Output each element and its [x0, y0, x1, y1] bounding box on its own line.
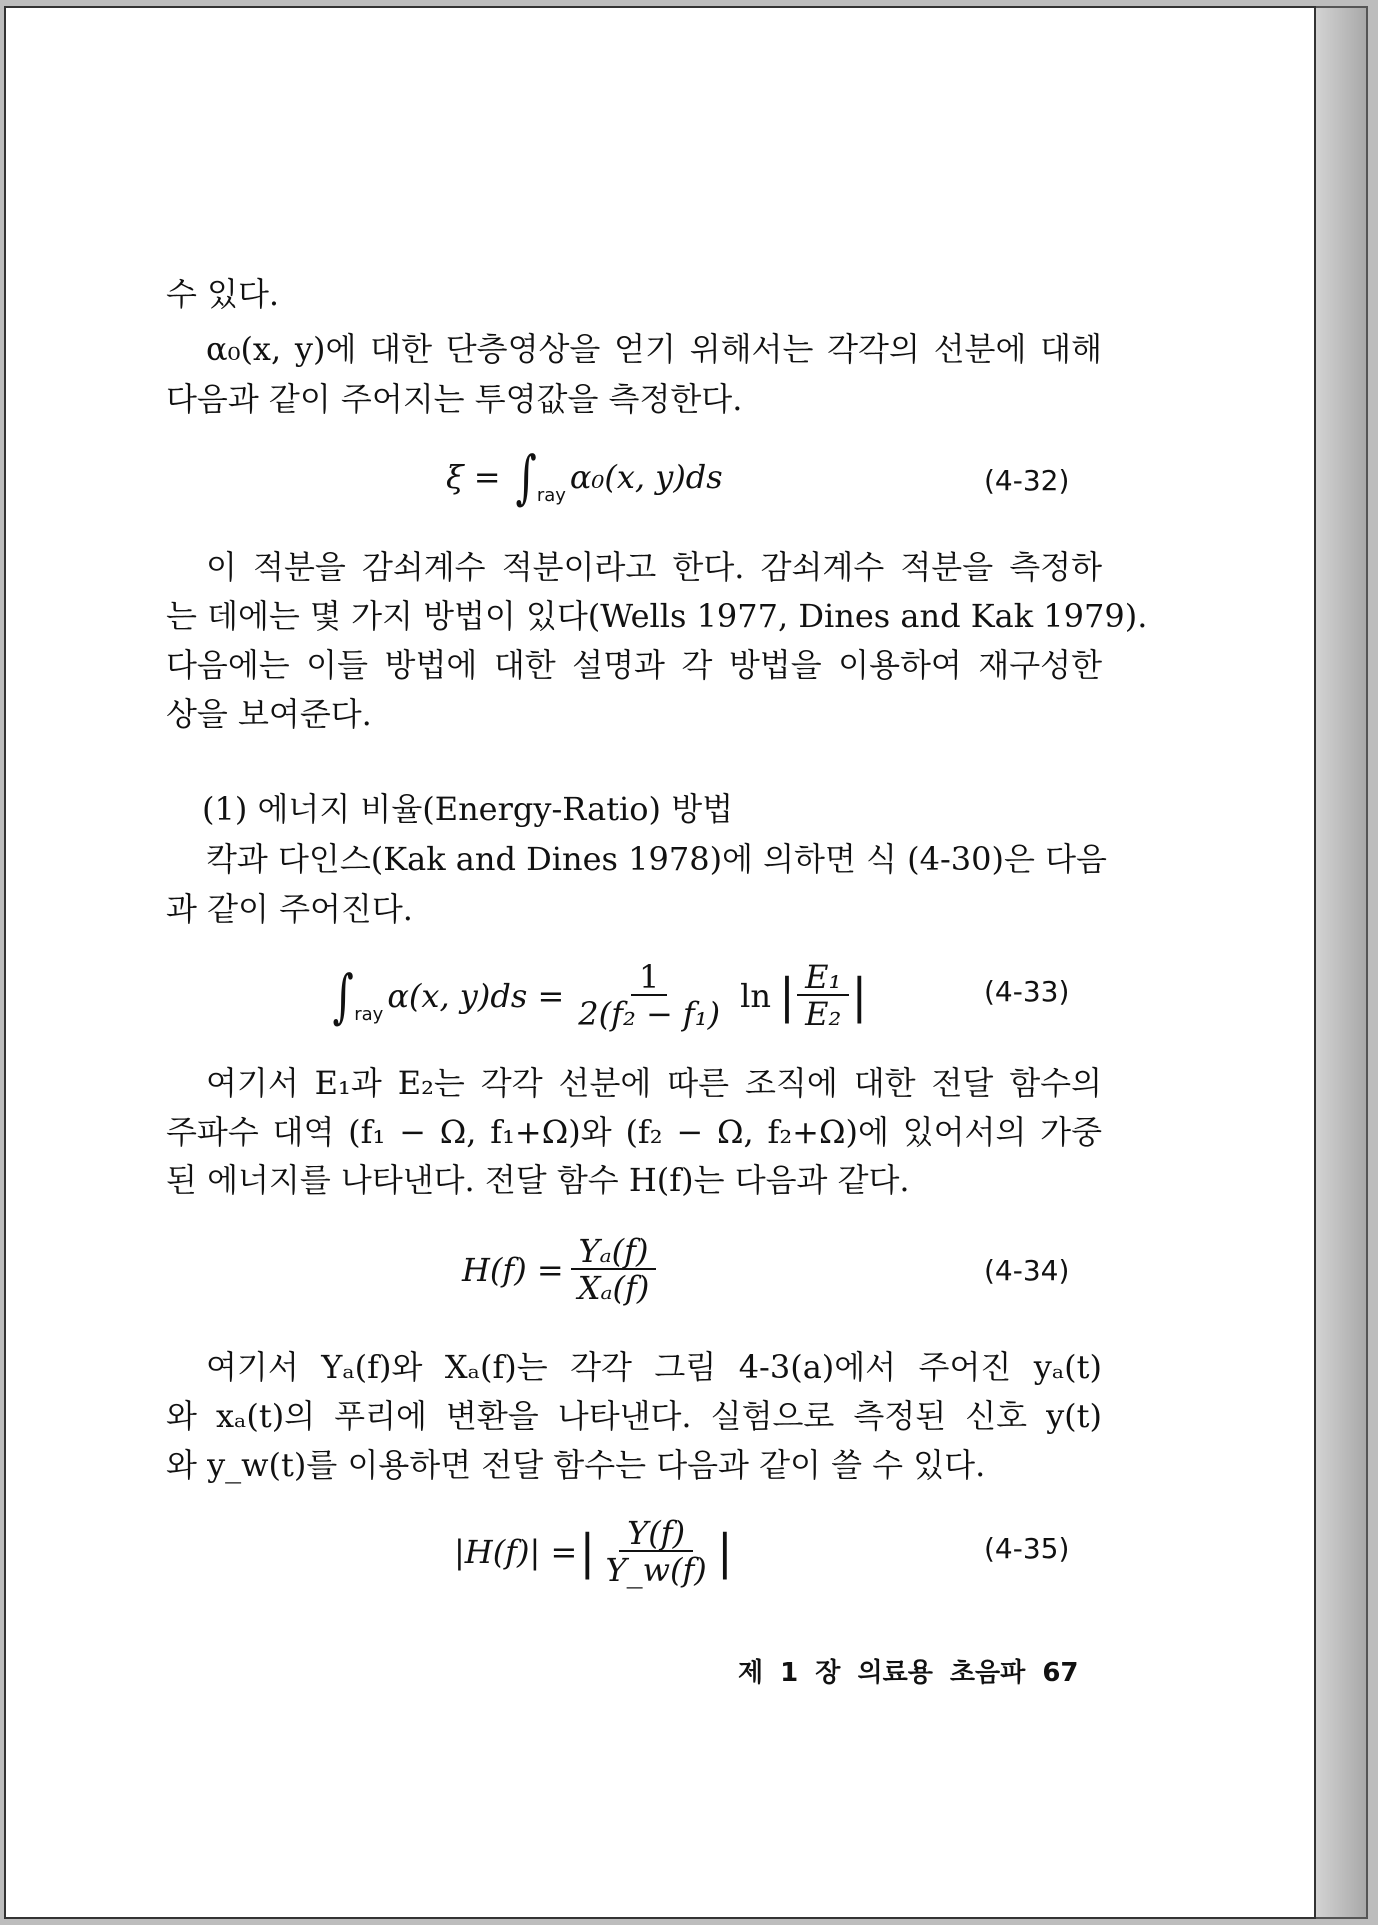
abs-bar-right: | — [851, 968, 868, 1024]
integral-sign: ∫ — [515, 443, 537, 511]
text-line: 와 xₐ(t)의 푸리에 변환을 나타낸다. 실험으로 측정된 신호 y(t) — [166, 1397, 1102, 1435]
integral-sign: ∫ — [332, 962, 354, 1030]
text-line: α₀(x, y)에 대한 단층영상을 얻기 위해서는 각각의 선분에 대해 — [206, 330, 1102, 368]
fraction — [797, 960, 849, 1032]
text-line: 된 에너지를 나타낸다. 전달 함수 H(f)는 다음과 같다. — [166, 1161, 910, 1199]
equation-number: (4-33) — [984, 975, 1070, 1008]
fraction — [570, 960, 728, 1032]
book-page-edge — [1310, 6, 1368, 1919]
section-heading: (1) 에너지 비율(Energy-Ratio) 방법 — [202, 790, 734, 828]
ln-operator: ln — [740, 977, 771, 1015]
fraction-denominator: 2(f₂ − f₁) — [578, 995, 721, 1033]
text-line: 여기서 E₁과 E₂는 각각 선분에 따른 조직에 대한 전달 함수의 — [206, 1064, 1102, 1102]
equation-4-32 — [446, 443, 723, 511]
text-line: 는 데에는 몇 가지 방법이 있다(Wells 1977, Dines and Kak 1979). — [166, 597, 1148, 635]
equation-lhs: ξ = — [446, 458, 501, 496]
fraction-denominator: E₂ — [805, 995, 842, 1033]
text-line: 칵과 다인스(Kak and Dines 1978)에 의하면 식 (4-30)은 다음 — [206, 840, 1107, 878]
fraction-numerator: Yₐ(f) — [571, 1234, 657, 1270]
abs-bar-left: | — [579, 1524, 596, 1580]
text-line: 이 적분을 감쇠계수 적분이라고 한다. 감쇠계수 적분을 측정하 — [206, 548, 1102, 586]
footer-title: 의료용 초음파 — [857, 1658, 1026, 1688]
text-line: 주파수 대역 (f₁ − Ω, f₁+Ω)와 (f₂ − Ω, f₂+Ω)에 있어서의 가중 — [166, 1113, 1102, 1151]
text-line: 과 같이 주어진다. — [166, 890, 413, 928]
equation-lhs: |H(f)| = — [454, 1533, 578, 1571]
text-line: 다음과 같이 주어지는 투영값을 측정한다. — [166, 380, 743, 418]
page-footer — [738, 1652, 1079, 1689]
equation-4-33 — [328, 960, 869, 1032]
equation-rhs: α₀(x, y)ds — [569, 458, 723, 496]
fraction-numerator: 1 — [631, 960, 667, 996]
book-page — [4, 6, 1316, 1919]
fraction-denominator: Xₐ(f) — [577, 1269, 650, 1307]
fraction-numerator: Y(f) — [619, 1516, 693, 1552]
equation-number: (4-32) — [984, 464, 1070, 497]
fraction-numerator: E₁ — [797, 960, 849, 996]
page-number: 67 — [1042, 1658, 1079, 1688]
equation-lhs: α(x, y)ds = — [387, 977, 565, 1015]
equation-number: (4-35) — [984, 1532, 1070, 1565]
abs-bar-right: | — [716, 1524, 733, 1580]
equation-4-35 — [454, 1516, 735, 1588]
text-line: 수 있다. — [166, 275, 280, 313]
integral-subscript: ray — [354, 1003, 384, 1025]
equation-4-34 — [462, 1234, 663, 1306]
text-line: 여기서 Yₐ(f)와 Xₐ(f)는 각각 그림 4-3(a)에서 주어진 yₐ(t) — [206, 1348, 1102, 1386]
text-line: 와 y_w(t)를 이용하면 전달 함수는 다음과 같이 쓸 수 있다. — [166, 1446, 986, 1484]
fraction-denominator: Y_w(f) — [605, 1551, 707, 1589]
equation-lhs: H(f) = — [462, 1251, 564, 1289]
footer-chapter: 제 1 장 — [738, 1658, 841, 1688]
equation-number: (4-34) — [984, 1254, 1070, 1287]
text-line: 상을 보여준다. — [166, 695, 372, 733]
abs-bar-left: | — [778, 968, 796, 1024]
integral-subscript: ray — [536, 484, 566, 506]
text-line: 다음에는 이들 방법에 대한 설명과 각 방법을 이용하여 재구성한 — [166, 646, 1102, 684]
fraction — [570, 1234, 658, 1306]
fraction — [597, 1516, 714, 1588]
